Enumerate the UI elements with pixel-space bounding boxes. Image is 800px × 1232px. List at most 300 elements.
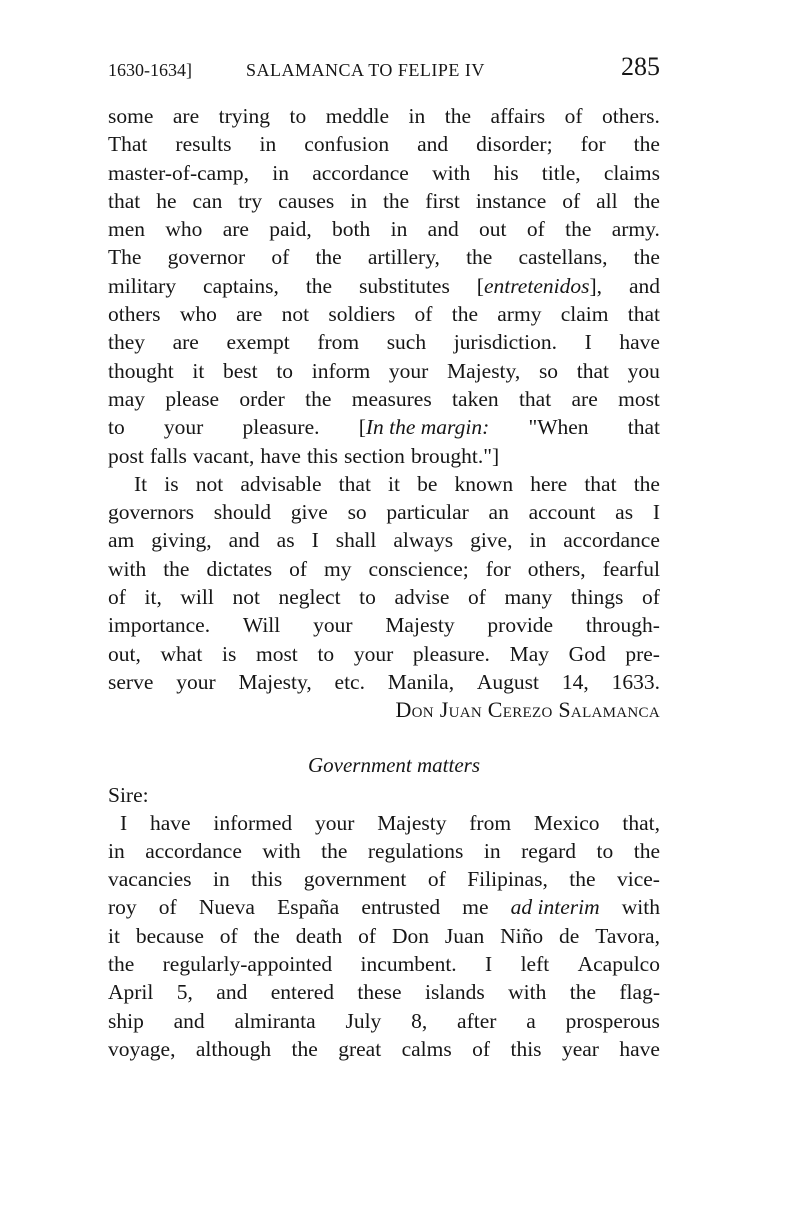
word: claim <box>560 302 609 327</box>
word: have <box>619 1036 660 1061</box>
word: of <box>564 104 583 128</box>
word: give, <box>470 528 513 553</box>
word: army <box>497 302 542 327</box>
text-line <box>108 950 660 978</box>
word: roy <box>108 895 137 920</box>
text-line <box>108 102 660 130</box>
word: affairs <box>490 104 546 128</box>
word: my <box>323 556 352 581</box>
word: some <box>108 104 154 128</box>
word <box>511 893 600 921</box>
word: in <box>272 160 289 185</box>
word: and <box>173 1008 205 1033</box>
word: That <box>108 132 148 157</box>
word: government <box>303 867 407 892</box>
section-title: Government matters <box>307 752 481 777</box>
word: are <box>172 330 199 355</box>
word: vacancies <box>108 867 192 892</box>
word: artillery, <box>367 245 440 270</box>
word: to <box>289 104 307 128</box>
word: try <box>238 188 263 213</box>
word: of <box>472 1036 491 1061</box>
word: pre- <box>625 641 660 666</box>
word: you <box>627 358 660 383</box>
text-line <box>108 893 660 921</box>
word: Don <box>391 923 429 948</box>
word: always <box>393 528 454 553</box>
text-line <box>108 159 660 187</box>
word: so <box>538 358 559 383</box>
word: with <box>262 838 301 863</box>
word: in <box>213 867 230 892</box>
text-line <box>108 583 660 611</box>
word: 1633. <box>611 669 660 694</box>
word: entrusted <box>361 895 441 920</box>
word: accordance <box>312 160 409 185</box>
word: of <box>562 188 581 213</box>
word: España <box>277 895 340 920</box>
word: out <box>479 217 507 242</box>
word: and <box>427 217 459 242</box>
word: the <box>444 104 472 128</box>
word: that, <box>622 810 660 835</box>
word: the <box>108 952 135 977</box>
word: your <box>353 641 394 666</box>
text-line <box>108 555 660 583</box>
word: accordance <box>145 838 242 863</box>
word: first <box>425 188 460 213</box>
book-page <box>108 52 660 1063</box>
word: of <box>219 923 238 948</box>
word: his <box>493 160 519 185</box>
word: for <box>580 132 606 157</box>
word: in <box>108 838 125 863</box>
word: falls <box>149 443 187 468</box>
word: April <box>108 980 154 1005</box>
word: Majesty <box>385 613 455 638</box>
word: have <box>149 810 191 835</box>
word: the <box>633 245 660 270</box>
word: of <box>414 302 433 327</box>
word: that <box>576 358 609 383</box>
text-line <box>108 640 660 668</box>
word: It <box>134 471 148 496</box>
text-line <box>108 1035 660 1063</box>
word: etc. <box>334 669 365 694</box>
text-line <box>108 526 660 554</box>
word: serve <box>108 669 154 694</box>
word: your <box>314 810 355 835</box>
word: trying <box>218 104 270 128</box>
italic-phrase: In the margin: <box>365 415 490 440</box>
word: post <box>108 443 144 468</box>
word: not <box>232 585 260 610</box>
word: the <box>633 471 660 496</box>
text-line <box>108 978 660 1006</box>
word: pleasure. <box>242 415 320 440</box>
word: of <box>358 923 377 948</box>
text-line <box>108 442 660 470</box>
italic-phrase: ad interim <box>510 895 600 920</box>
word: that <box>108 188 141 213</box>
word: the <box>633 838 660 863</box>
word: pleasure. <box>412 641 490 666</box>
word: Filipinas, <box>467 867 548 892</box>
word: ship <box>108 1008 144 1033</box>
word: a <box>526 1008 536 1033</box>
word: of <box>289 556 308 581</box>
word: so <box>347 500 367 525</box>
word: vice- <box>616 867 660 892</box>
word: advisable <box>240 471 322 496</box>
word: your <box>176 669 216 694</box>
word: [entretenidos], <box>476 273 602 298</box>
year-range: 1630-1634] <box>108 60 192 80</box>
word: [In the margin: <box>358 415 490 440</box>
word: I <box>311 528 319 553</box>
text-line <box>108 215 660 243</box>
word: accordance <box>563 528 660 553</box>
text-line <box>108 272 660 300</box>
word: The <box>108 245 142 270</box>
word: governors <box>108 500 194 525</box>
word: to <box>596 838 614 863</box>
word: after <box>457 1008 497 1033</box>
word: provide <box>487 613 554 638</box>
paragraph-first-line <box>108 809 660 837</box>
running-title: SALAMANCA TO FELIPE IV <box>246 60 485 80</box>
word: taken <box>452 386 499 411</box>
word: that <box>518 386 552 411</box>
word: as <box>276 528 295 553</box>
word: give <box>290 500 328 525</box>
word: "When <box>528 415 589 440</box>
section-gap <box>108 725 660 751</box>
word: confusion <box>304 132 390 157</box>
word: and <box>228 528 260 553</box>
word: be <box>417 471 438 496</box>
word: am <box>108 528 135 553</box>
word: the <box>163 556 190 581</box>
word: the <box>633 188 660 213</box>
word: the <box>382 188 410 213</box>
word: from <box>469 810 512 835</box>
word: best <box>223 358 258 383</box>
word: your <box>388 358 429 383</box>
word: this <box>251 867 283 892</box>
word: the <box>569 980 596 1005</box>
word: he <box>156 188 177 213</box>
word: many <box>504 585 553 610</box>
word: not <box>281 302 310 327</box>
word: the <box>315 245 342 270</box>
word: May <box>509 641 550 666</box>
word: entered <box>270 980 334 1005</box>
text-line <box>108 328 660 356</box>
word: that <box>627 302 660 327</box>
text-line <box>108 837 660 865</box>
word: the <box>291 1036 318 1061</box>
word: others, <box>527 556 586 581</box>
word: instance <box>475 188 547 213</box>
word: are <box>172 104 200 128</box>
word: I <box>652 500 660 525</box>
word: 8, <box>411 1008 428 1033</box>
word: God <box>568 641 606 666</box>
word: Manila, <box>387 669 455 694</box>
word: neglect <box>278 585 341 610</box>
word: Majesty <box>377 810 447 835</box>
word: Acapulco <box>577 952 660 977</box>
word: importance. <box>108 613 211 638</box>
word: account <box>528 500 596 525</box>
word: advise <box>394 585 450 610</box>
word: it <box>192 358 205 383</box>
word: Tavora, <box>595 923 660 948</box>
word: these <box>357 980 402 1005</box>
word: are <box>236 302 263 327</box>
word: for <box>485 556 511 581</box>
word: to <box>276 358 294 383</box>
word: Will <box>242 613 281 638</box>
word: have <box>260 443 301 468</box>
word: both <box>332 217 371 242</box>
word: have <box>619 330 660 355</box>
word: of <box>158 895 177 920</box>
word: castellans, <box>518 245 608 270</box>
word: most <box>255 641 298 666</box>
word: giving, <box>151 528 212 553</box>
word: with <box>432 160 471 185</box>
word: others <box>108 302 161 327</box>
word: through- <box>585 613 660 638</box>
word: what <box>160 641 203 666</box>
text-line <box>108 130 660 158</box>
word: particular <box>386 500 469 525</box>
word: the <box>633 132 660 157</box>
word: that <box>627 415 660 440</box>
text-line <box>108 1007 660 1035</box>
word: known <box>454 471 514 496</box>
italic-phrase: entretenidos <box>483 273 590 298</box>
word: master-of-camp, <box>108 160 250 185</box>
word: of <box>427 867 446 892</box>
word: although <box>195 1036 272 1061</box>
word: of <box>526 217 545 242</box>
word: regard <box>521 838 577 863</box>
word: the <box>451 302 478 327</box>
word: flag- <box>619 980 660 1005</box>
text-line <box>108 922 660 950</box>
word: in <box>390 217 408 242</box>
word: can <box>192 188 223 213</box>
word: brought."] <box>410 443 500 468</box>
word: de <box>559 923 580 948</box>
word: is <box>221 641 237 666</box>
word: in <box>259 132 277 157</box>
word: Majesty, <box>447 358 521 383</box>
paragraph-first-line <box>108 470 660 498</box>
word: section <box>344 443 405 468</box>
word: title, <box>541 160 581 185</box>
word: to <box>108 415 125 440</box>
word: substitutes <box>359 273 450 298</box>
word: meddle <box>325 104 390 128</box>
word: in <box>529 528 547 553</box>
word: of <box>642 585 660 610</box>
word: others. <box>602 104 660 128</box>
salutation: Sire: <box>108 782 149 807</box>
word: who <box>165 217 203 242</box>
word: Nueva <box>198 895 255 920</box>
word: they <box>108 330 146 355</box>
word: the <box>466 245 493 270</box>
word: army. <box>611 217 660 242</box>
word: exempt <box>226 330 290 355</box>
word: and <box>216 980 248 1005</box>
word: Juan <box>444 923 485 948</box>
text-line <box>108 865 660 893</box>
word: dictates <box>206 556 273 581</box>
word: inform <box>311 358 371 383</box>
word: great <box>338 1036 382 1061</box>
word: of <box>467 585 486 610</box>
word: claims <box>603 160 660 185</box>
word: I <box>584 330 592 355</box>
word: informed <box>213 810 293 835</box>
word: jurisdiction. <box>453 330 557 355</box>
word: captains, <box>203 273 279 298</box>
text-line <box>108 668 660 696</box>
text-line <box>108 357 660 385</box>
word: the <box>305 386 332 411</box>
word: shall <box>335 528 377 553</box>
word: thought <box>108 358 174 383</box>
word: please <box>165 386 220 411</box>
word: in <box>350 188 367 213</box>
word: this <box>306 443 339 468</box>
running-head <box>108 52 660 86</box>
word: from <box>317 330 360 355</box>
word: almiranta <box>234 1008 316 1033</box>
word: I <box>120 810 128 835</box>
word: it <box>388 471 400 496</box>
word: soldiers <box>328 302 396 327</box>
word: with <box>621 895 660 920</box>
word: that <box>584 471 617 496</box>
word: vacant, <box>192 443 255 468</box>
word: prosperous <box>565 1008 660 1033</box>
page-number: 285 <box>621 52 660 81</box>
text-line <box>108 611 660 639</box>
word: this <box>510 1036 542 1061</box>
word: year <box>561 1036 599 1061</box>
word: it <box>108 923 120 948</box>
word: results <box>175 132 232 157</box>
word: paid, <box>269 217 312 242</box>
word: islands <box>424 980 485 1005</box>
word: regularly-appointed <box>162 952 333 977</box>
word: are <box>222 217 249 242</box>
word: governor <box>167 245 246 270</box>
word: conscience; <box>368 556 469 581</box>
word: such <box>386 330 427 355</box>
word: your <box>313 613 353 638</box>
word: in <box>408 104 426 128</box>
word: as <box>615 500 634 525</box>
word: July <box>345 1008 382 1033</box>
word: voyage, <box>108 1036 176 1061</box>
word: disorder; <box>476 132 553 157</box>
word: causes <box>278 188 335 213</box>
word: calms <box>401 1036 452 1061</box>
text-line <box>108 498 660 526</box>
word: death <box>295 923 343 948</box>
word: regulations <box>367 838 464 863</box>
word: the <box>253 923 280 948</box>
text-line <box>108 413 660 441</box>
word: not <box>195 471 224 496</box>
word: in <box>483 838 501 863</box>
word: 5, <box>176 980 193 1005</box>
word: with <box>108 556 147 581</box>
word: most <box>618 386 660 411</box>
word: measures <box>351 386 432 411</box>
word: an <box>488 500 509 525</box>
word: military <box>108 273 177 298</box>
word: of <box>271 245 290 270</box>
word: and <box>628 273 660 298</box>
word: left <box>520 952 550 977</box>
word: it, <box>144 585 162 610</box>
word: is <box>164 471 179 496</box>
word: here <box>530 471 568 496</box>
word: order <box>239 386 285 411</box>
word: August <box>476 669 540 694</box>
word: out, <box>108 641 141 666</box>
letter-body <box>108 102 660 1063</box>
word: may <box>108 386 146 411</box>
word: the <box>565 217 592 242</box>
word: will <box>180 585 214 610</box>
word: Niño <box>500 923 544 948</box>
word: your <box>163 415 204 440</box>
word: to <box>317 641 335 666</box>
word: things <box>570 585 624 610</box>
word: fearful <box>602 556 660 581</box>
word: incumbent. <box>360 952 457 977</box>
word: the <box>305 273 333 298</box>
word: 14, <box>561 669 589 694</box>
word: men <box>108 217 146 242</box>
word: to <box>359 585 376 610</box>
signature: Don Juan Cerezo Salamanca <box>395 697 660 723</box>
word: Majesty, <box>238 669 312 694</box>
word: me <box>462 895 489 920</box>
word: the <box>569 867 596 892</box>
word: with <box>508 980 547 1005</box>
word: because <box>135 923 204 948</box>
word: I <box>485 952 493 977</box>
word: Mexico <box>533 810 600 835</box>
word: and <box>417 132 449 157</box>
word: who <box>179 302 217 327</box>
word: should <box>213 500 272 525</box>
word: of <box>108 585 126 610</box>
word: that <box>338 471 371 496</box>
text-line <box>108 300 660 328</box>
word: all <box>596 188 618 213</box>
